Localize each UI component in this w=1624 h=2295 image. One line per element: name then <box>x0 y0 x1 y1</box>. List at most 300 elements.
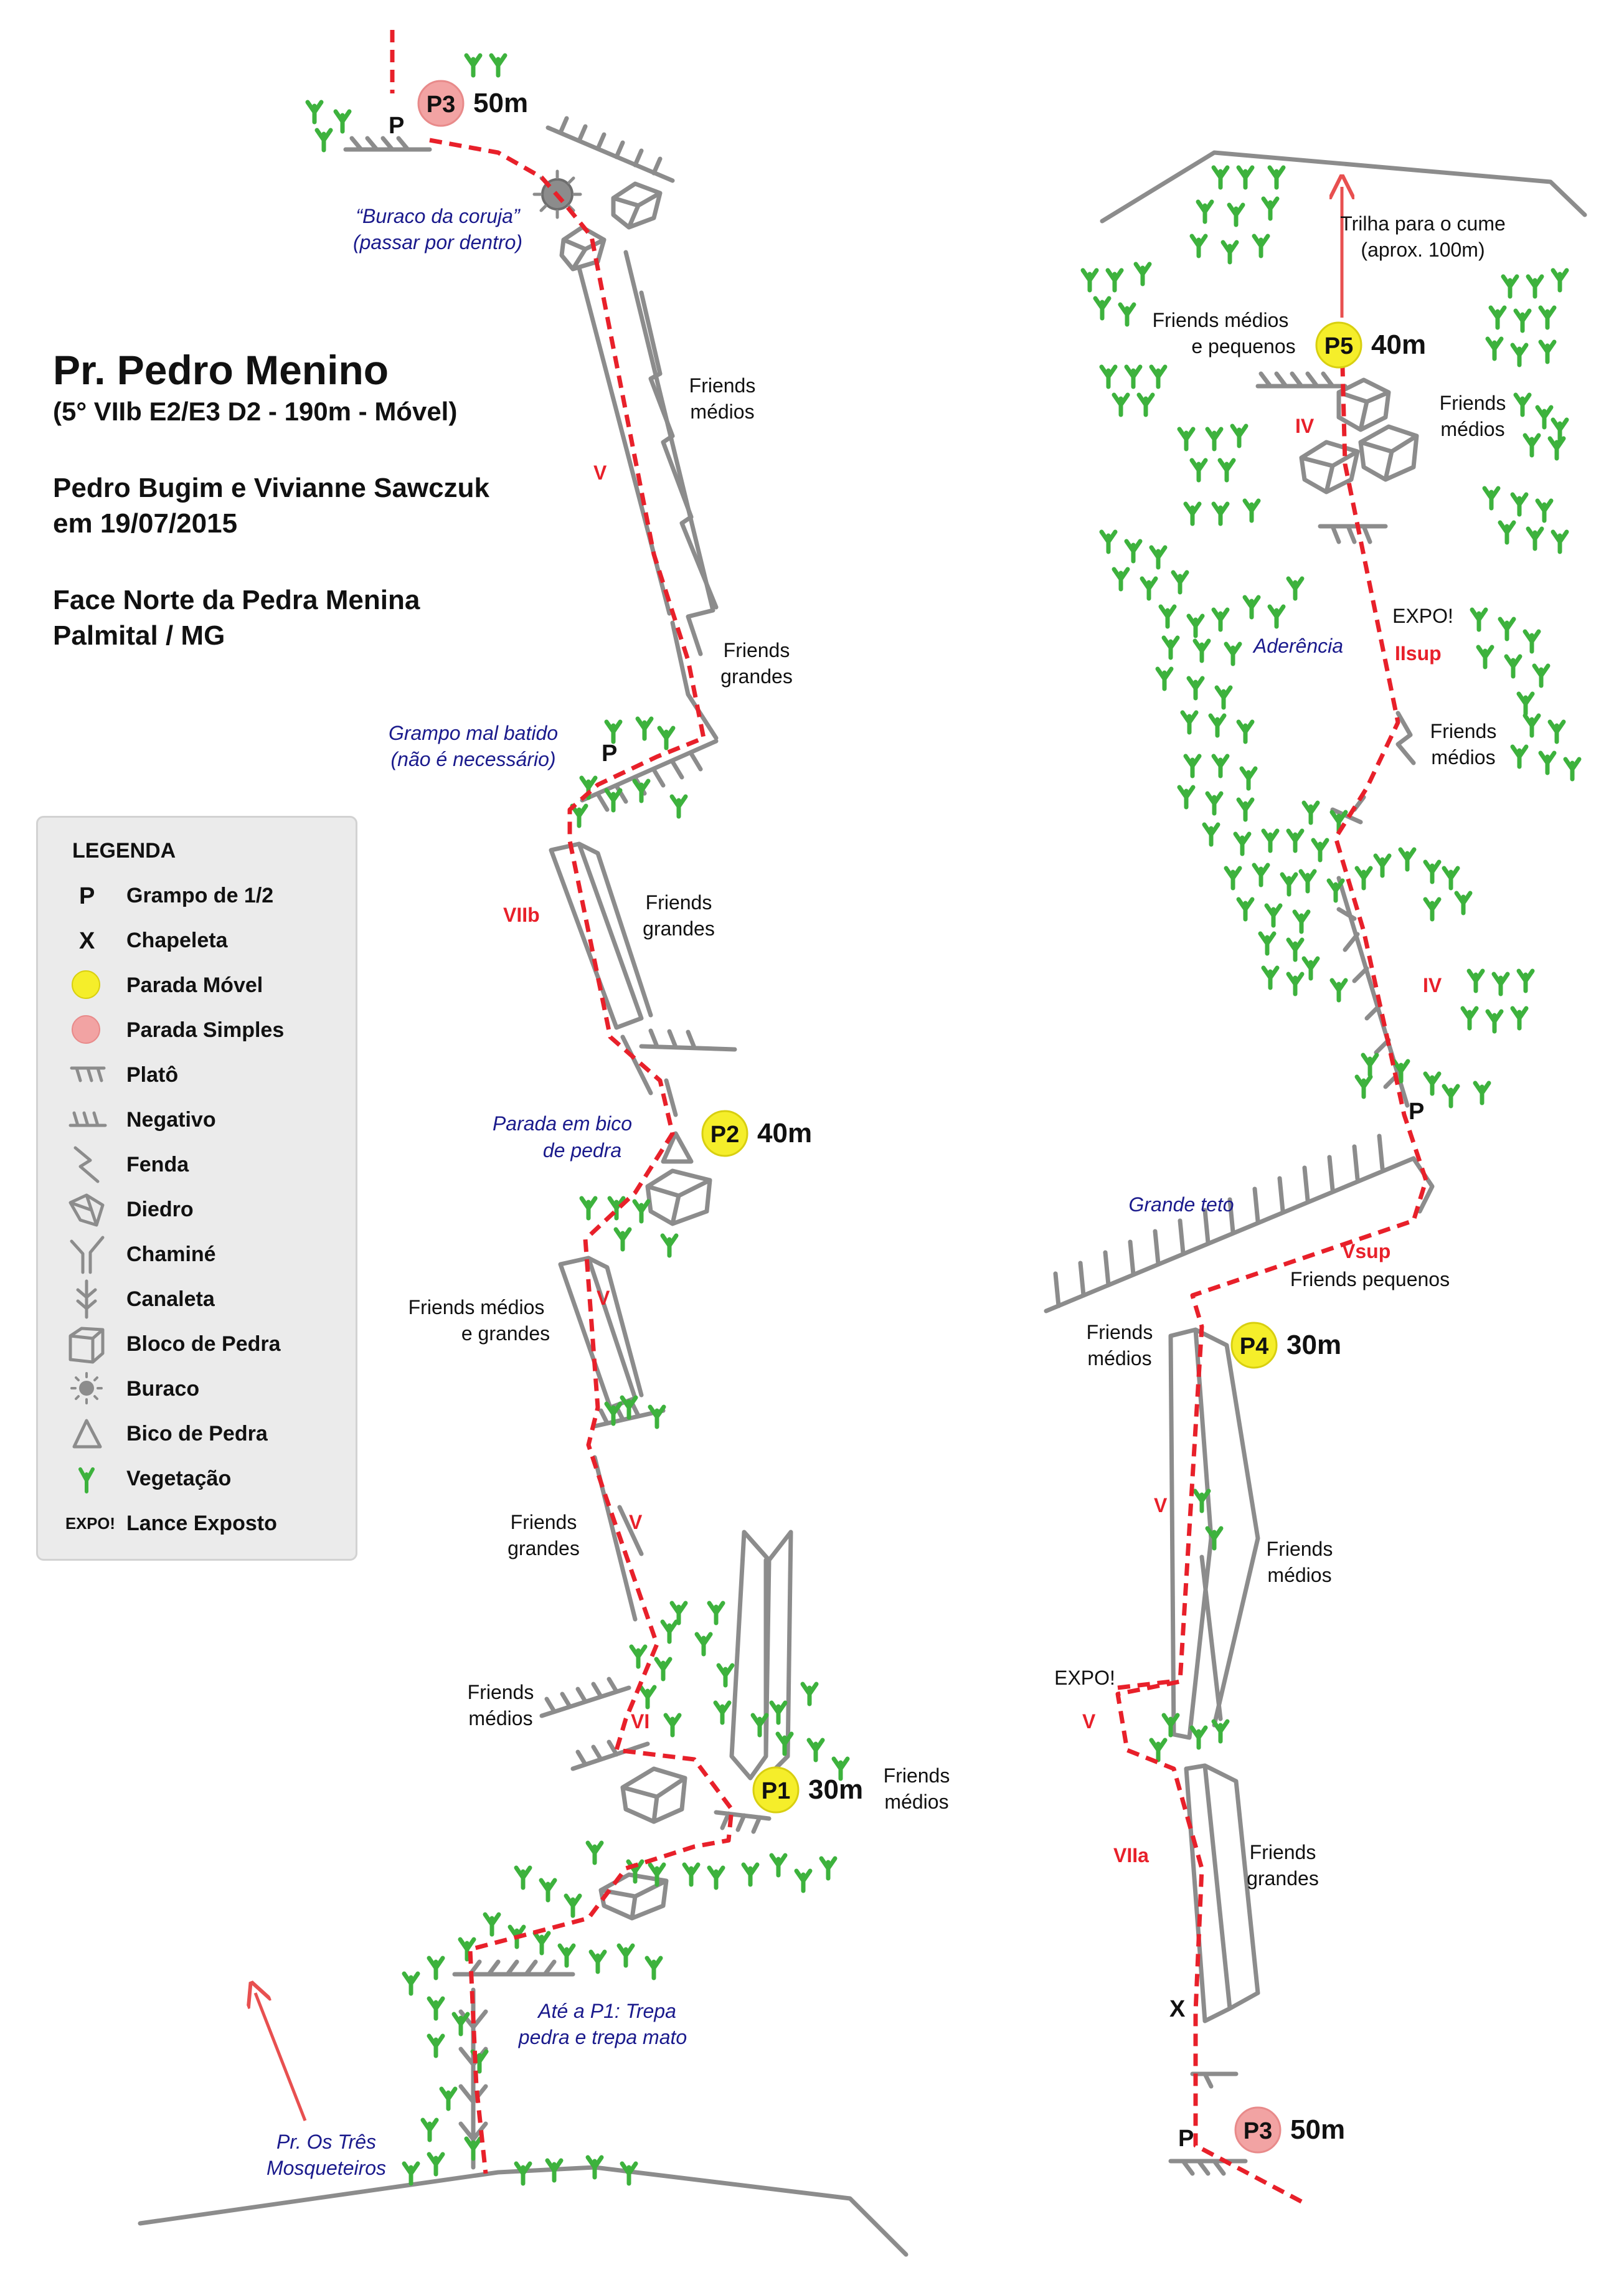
hole-icon <box>65 1366 128 1411</box>
vegetation-sprig-icon <box>635 1201 648 1221</box>
legend-row-horn <box>38 1411 356 1455</box>
note-horn-stop-2: de pedra <box>542 1139 622 1162</box>
vegetation-sprig-icon <box>1525 435 1539 455</box>
vegetation-sprig-icon <box>1444 1086 1458 1106</box>
note-friends-ms-2: e pequenos <box>1191 335 1296 357</box>
crack-icon <box>65 1142 128 1186</box>
station-p1[interactable] <box>753 1767 863 1812</box>
vegetation-sprig-icon <box>336 111 349 131</box>
legend-row-dihedral <box>38 1186 356 1231</box>
legend-label-block: Bloco de Pedra <box>126 1332 281 1356</box>
grade-viia: VIIa <box>1113 1844 1149 1867</box>
station-p4[interactable] <box>1232 1323 1341 1368</box>
grade-iisup: IIsup <box>1395 642 1442 665</box>
vegetation-sprig-icon <box>1267 906 1280 925</box>
station-p2-length: 40m <box>757 1118 813 1148</box>
vegetation-sprig-icon <box>1525 716 1539 736</box>
vegetation-sprig-icon <box>1189 616 1202 636</box>
vegetation-sprig-icon <box>744 1865 757 1885</box>
note-owl-hole: “Buraco da coruja” <box>356 205 520 227</box>
note-neighbour-2: Mosqueteiros <box>266 2157 387 2179</box>
vegetation-sprig-icon <box>1313 840 1327 860</box>
vegetation-sprig-icon <box>1550 438 1564 458</box>
vegetation-sprig-icon <box>809 1740 823 1760</box>
vegetation-sprig-icon <box>1239 800 1252 820</box>
vegetation-sprig-icon <box>1288 974 1302 994</box>
vegetation-sprig-icon <box>1220 460 1234 480</box>
vegetation-sprig-icon <box>1164 638 1178 658</box>
plateau-p1 <box>716 1812 769 1832</box>
grade-iv-low: IV <box>1423 974 1442 996</box>
note-friends-medium-5: Friends <box>1430 720 1497 742</box>
station-p3-bottom-length: 50m <box>1290 2114 1346 2145</box>
vegetation-sprig-icon <box>1151 547 1165 567</box>
note-friends-medium-6: Friends <box>1086 1321 1153 1343</box>
bolt-letter-icon <box>65 917 128 962</box>
vegetation-sprig-icon <box>1263 968 1277 988</box>
note-slab: Aderência <box>1253 635 1344 657</box>
vegetation-sprig-icon <box>821 1858 835 1878</box>
overhang-p1 <box>542 1679 629 1716</box>
vegetation-sprig-icon <box>491 55 505 75</box>
vegetation-sprig-icon <box>317 130 331 150</box>
vegetation-sprig-icon <box>1102 532 1115 552</box>
vegetation-sprig-icon <box>1270 168 1283 187</box>
note-friends-medium-3: Friends <box>883 1764 950 1787</box>
vegetation-sprig-icon <box>772 1855 785 1875</box>
note-summit: Trilha para o cume <box>1340 212 1506 235</box>
vegetation-sprig-icon <box>1541 753 1554 773</box>
grade-iv-top: IV <box>1295 415 1315 437</box>
note-friends-ms: Friends médios <box>1152 309 1289 331</box>
legend-row-mobile-stop <box>38 962 356 1007</box>
legend-label-dihedral: Diedro <box>126 1198 194 1221</box>
vegetation-sprig-icon <box>663 1622 676 1642</box>
vegetation-sprig-icon <box>1463 1008 1476 1028</box>
vegetation-sprig-icon <box>1519 694 1532 714</box>
vegetation-sprig-icon <box>1516 311 1529 331</box>
note-friends-large-4: Friends <box>1249 1841 1316 1863</box>
vegetation-sprig-icon <box>1400 849 1414 869</box>
vegetation-sprig-icon <box>1108 270 1121 290</box>
note-approach-2: pedra e trepa mato <box>518 2026 687 2048</box>
vegetation-sprig-icon <box>715 1703 729 1723</box>
route-location: Palmital / MG <box>53 620 225 651</box>
vegetation-sprig-icon <box>1541 308 1554 328</box>
vegetation-sprig-icon <box>666 1715 679 1735</box>
grade-viib: VIIb <box>503 904 540 926</box>
vegetation-sprig-icon <box>1376 856 1389 876</box>
vegetation-sprig-icon <box>1425 899 1439 919</box>
legend-row-piton <box>38 873 356 917</box>
vegetation-sprig-icon <box>1301 871 1315 891</box>
vegetation-sprig-icon <box>1565 759 1579 779</box>
vegetation-sprig-icon <box>1363 1055 1377 1075</box>
grade-v-lower: V <box>597 1287 610 1309</box>
grade-v-expo: V <box>1082 1710 1096 1733</box>
vegetation-sprig-icon <box>1207 429 1221 449</box>
vegetation-sprig-icon <box>1239 899 1252 919</box>
vegetation-sprig-icon <box>1537 501 1551 521</box>
vegetation-sprig-icon <box>1161 607 1174 627</box>
vegetation-sprig-icon <box>1525 632 1539 651</box>
route-title: Pr. Pedro Menino <box>53 347 389 393</box>
plateau-p3-bottom <box>1171 2161 1245 2174</box>
legend-row-simple-stop <box>38 1007 356 1052</box>
svg-text:EXPO!: EXPO! <box>65 1514 115 1533</box>
vegetation-sprig-icon <box>1114 569 1128 589</box>
grade-vsup: Vsup <box>1342 1240 1391 1262</box>
note-neighbour: Pr. Os Três <box>276 2131 376 2153</box>
pink-circle-icon <box>65 1007 128 1052</box>
station-p3-bottom-label: P3 <box>1243 2118 1273 2144</box>
expo-icon <box>65 1500 128 1545</box>
vegetation-sprig-icon <box>560 1946 574 1966</box>
vegetation-sprig-icon <box>1095 298 1109 318</box>
station-p3-bottom[interactable] <box>1235 2108 1345 2152</box>
vegetation-sprig-icon <box>441 2089 455 2109</box>
note-friends-medium-2: Friends <box>467 1681 534 1703</box>
plateau-p5 <box>1258 374 1345 386</box>
piton-marker-mid: P <box>602 741 618 767</box>
vegetation-sprig-icon <box>1537 407 1551 427</box>
vegetation-sprig-icon <box>1126 367 1140 387</box>
note-expo-upper: EXPO! <box>1392 605 1453 627</box>
station-p4-label: P4 <box>1239 1333 1269 1360</box>
vegetation-icon <box>65 1455 128 1500</box>
plateau-p5-low <box>1320 526 1386 542</box>
vegetation-sprig-icon <box>1485 488 1498 508</box>
vegetation-sprig-icon <box>1192 460 1206 480</box>
vegetation-sprig-icon <box>1357 868 1371 888</box>
vegetation-sprig-icon <box>1528 529 1542 549</box>
station-p3-top[interactable] <box>418 81 528 126</box>
vegetation-sprig-icon <box>1242 769 1255 788</box>
vegetation-sprig-icon <box>619 1946 633 1966</box>
vegetation-sprig-icon <box>1189 678 1202 698</box>
vegetation-sprig-icon <box>591 1952 605 1972</box>
overhang-icon <box>65 1097 128 1142</box>
vegetation-sprig-icon <box>1126 541 1140 561</box>
note-friends-medium-3b: médios <box>884 1791 949 1813</box>
legend-label-bolt: Chapeleta <box>126 929 228 952</box>
vegetation-sprig-icon <box>1151 1740 1165 1760</box>
vegetation-sprig-icon <box>516 1868 530 1888</box>
vegetation-sprig-icon <box>672 1603 686 1623</box>
vegetation-sprig-icon <box>1475 1083 1489 1103</box>
note-friends-medium-4b: médios <box>1440 418 1505 440</box>
vegetation-sprig-icon <box>638 719 651 739</box>
vegetation-sprig-icon <box>466 2139 480 2159</box>
vegetation-sprig-icon <box>1513 494 1526 514</box>
legend-label-plateau: Platô <box>126 1063 179 1087</box>
vegetation-sprig-icon <box>1304 803 1318 823</box>
vegetation-sprig-icon <box>1288 831 1302 851</box>
vegetation-sprig-icon <box>566 1896 580 1916</box>
vegetation-sprig-icon <box>429 2154 443 2174</box>
route-grade: (5° VIIb E2/E3 D2 - 190m - Móvel) <box>53 397 458 426</box>
station-p5[interactable] <box>1316 323 1426 367</box>
vegetation-sprig-icon <box>1516 395 1529 415</box>
vegetation-sprig-icon <box>697 1634 710 1654</box>
vegetation-sprig-icon <box>1204 825 1218 845</box>
crack-friends-medios-right <box>1398 713 1414 763</box>
grade-v-upper: V <box>1154 1494 1168 1517</box>
vegetation-sprig-icon <box>1332 980 1346 1000</box>
vegetation-sprig-icon <box>404 2164 418 2184</box>
note-friends-large-3b: grandes <box>507 1537 580 1559</box>
vegetation-sprig-icon <box>1139 395 1153 415</box>
vegetation-sprig-icon <box>616 1229 630 1249</box>
vegetation-sprig-icon <box>635 781 648 801</box>
vegetation-sprig-icon <box>1500 619 1514 639</box>
vegetation-sprig-icon <box>1198 202 1212 222</box>
legend-label-hole: Buraco <box>126 1377 200 1401</box>
note-approach: Até a P1: Trepa <box>538 2000 676 2022</box>
vegetation-sprig-icon <box>1444 868 1458 888</box>
vegetation-sprig-icon <box>1295 912 1308 932</box>
vegetation-sprig-icon <box>1192 236 1206 256</box>
vegetation-sprig-icon <box>1469 971 1483 991</box>
note-friends-large-4b: grandes <box>1247 1867 1319 1890</box>
note-bad-bolt: Grampo mal batido <box>388 722 559 744</box>
legend-row-vegetation <box>38 1455 356 1500</box>
vegetation-sprig-icon <box>429 1999 443 2018</box>
svg-text:P: P <box>79 883 95 909</box>
vegetation-sprig-icon <box>672 797 686 816</box>
piton-marker-right: P <box>1409 1099 1425 1125</box>
note-friends-medium-4: Friends <box>1439 392 1506 414</box>
vegetation-sprig-icon <box>1513 747 1526 767</box>
legend-label-chimney: Chaminé <box>126 1242 216 1266</box>
plateau-viib-bottom <box>641 1031 735 1049</box>
legend-row-hole <box>38 1366 356 1411</box>
vegetation-sprig-icon <box>607 790 620 810</box>
vegetation-sprig-icon <box>1456 893 1470 913</box>
note-friends-large-1: Friends <box>723 639 790 661</box>
vegetation-sprig-icon <box>1232 426 1246 446</box>
vegetation-sprig-icon <box>1179 429 1193 449</box>
station-p1-label: P1 <box>761 1778 791 1804</box>
vegetation-sprig-icon <box>541 1880 555 1900</box>
vegetation-sprig-icon <box>641 1687 654 1707</box>
block-icon <box>65 1321 128 1366</box>
vegetation-sprig-icon <box>647 1958 661 1978</box>
vegetation-sprig-icon <box>582 1198 595 1218</box>
gully-iv <box>1339 878 1407 1105</box>
vegetation-sprig-icon <box>1195 641 1209 661</box>
vegetation-sprig-icon <box>1513 345 1526 365</box>
vegetation-sprig-icon <box>1211 716 1224 736</box>
vegetation-sprig-icon <box>429 2036 443 2056</box>
legend-title: LEGENDA <box>72 839 176 863</box>
vegetation-sprig-icon <box>1214 1721 1227 1741</box>
note-friends-large-2: Friends <box>645 891 712 914</box>
station-p1-length: 30m <box>808 1774 864 1805</box>
vegetation-sprig-icon <box>1472 610 1486 630</box>
vegetation-sprig-icon <box>1254 865 1268 885</box>
vegetation-sprig-icon <box>588 1843 602 1863</box>
note-friends-medium-7b: médios <box>1267 1564 1332 1586</box>
legend-label-vegetation: Vegetação <box>126 1467 232 1490</box>
legend-label-gully: Canaleta <box>126 1287 215 1311</box>
vegetation-sprig-icon <box>1425 1074 1439 1094</box>
block-owl-right <box>613 184 660 227</box>
vegetation-sprig-icon <box>684 1865 698 1885</box>
vegetation-sprig-icon <box>1214 610 1227 630</box>
vegetation-sprig-icon <box>1179 787 1193 807</box>
grade-vi: VI <box>631 1710 650 1733</box>
vegetation-sprig-icon <box>1214 756 1227 776</box>
vegetation-sprig-icon <box>631 1647 645 1667</box>
legend-row-expo <box>38 1500 356 1545</box>
vegetation-sprig-icon <box>1288 940 1302 960</box>
vegetation-sprig-icon <box>1534 666 1548 686</box>
vegetation-sprig-icon <box>607 722 620 742</box>
legend-label-crack: Fenda <box>126 1153 189 1176</box>
route-right-p4-link <box>1118 1682 1171 1688</box>
vegetation-sprig-icon <box>1357 1077 1371 1097</box>
note-friends-medium-6b: médios <box>1087 1347 1152 1370</box>
vegetation-sprig-icon <box>404 1974 418 1994</box>
note-bad-bolt-2: (não é necessário) <box>390 748 556 770</box>
block-p1 <box>623 1769 685 1822</box>
note-friends-medium-1: Friends <box>689 374 756 397</box>
route-face: Face Norte da Pedra Menina <box>53 585 420 615</box>
vegetation-sprig-icon <box>1142 579 1156 599</box>
vegetation-sprig-icon <box>1151 367 1165 387</box>
vegetation-sprig-icon <box>656 1659 670 1679</box>
vegetation-sprig-icon <box>485 1914 499 1934</box>
note-friends-medium-1b: médios <box>690 400 755 423</box>
route-authors: Pedro Bugim e Vivianne Sawczuk <box>53 473 489 503</box>
overhang-owl <box>548 118 673 181</box>
vegetation-sprig-icon <box>308 102 321 122</box>
note-expo-lower: EXPO! <box>1054 1667 1115 1689</box>
legend-row-gully <box>38 1276 356 1321</box>
legend-row-bolt <box>38 917 356 962</box>
vegetation-sprig-icon <box>1263 831 1277 851</box>
dihedral-v-lower <box>560 1258 641 1408</box>
overhang-p1-2 <box>573 1742 648 1769</box>
vegetation-sprig-icon <box>1550 722 1564 742</box>
route-date: em 19/07/2015 <box>53 508 238 539</box>
vegetation-sprig-icon <box>1217 688 1230 707</box>
piton-marker-top: P <box>389 113 405 139</box>
vegetation-sprig-icon <box>1186 504 1199 524</box>
piton-letter-icon <box>65 873 128 917</box>
vegetation-sprig-icon <box>1513 1008 1526 1028</box>
vegetation-sprig-icon <box>516 2164 530 2184</box>
vegetation-sprig-icon <box>1503 277 1517 296</box>
note-horn-stop: Parada em bico <box>492 1112 633 1135</box>
station-p4-length: 30m <box>1286 1330 1342 1360</box>
vegetation-sprig-icon <box>1491 308 1504 328</box>
vegetation-sprig-icon <box>1254 236 1268 256</box>
legend-label-simple-stop: Parada Simples <box>126 1018 285 1042</box>
vegetation-sprig-icon <box>1500 523 1514 542</box>
arrow-neighbour-route <box>255 1993 305 2121</box>
vegetation-sprig-icon <box>1553 532 1567 552</box>
legend-row-block <box>38 1321 356 1366</box>
legend-row-plateau <box>38 1052 356 1097</box>
vegetation-sprig-icon <box>1186 756 1199 776</box>
plateau-icon <box>65 1052 128 1097</box>
vegetation-sprig-icon <box>1158 669 1171 689</box>
vegetation-sprig-icon <box>1282 874 1296 894</box>
vegetation-sprig-icon <box>1183 712 1196 732</box>
vegetation-sprig-icon <box>572 806 586 826</box>
block-p5-b <box>1361 427 1417 480</box>
station-p2-label: P2 <box>710 1122 740 1148</box>
note-friends-medium-2b: médios <box>468 1707 533 1730</box>
vegetation-sprig-icon <box>1226 868 1240 888</box>
vegetation-sprig-icon <box>1239 722 1252 742</box>
vegetation-sprig-icon <box>659 728 673 748</box>
vegetation-sprig-icon <box>1214 504 1227 524</box>
vegetation-sprig-icon <box>535 1933 549 1953</box>
vegetation-sprig-icon <box>1425 862 1439 882</box>
crack-v-right-col <box>1202 1557 1220 1719</box>
vegetation-sprig-icon <box>423 2120 437 2140</box>
note-friends-small: Friends pequenos <box>1290 1268 1450 1290</box>
note-friends-mixed: Friends médios <box>408 1296 545 1318</box>
vegetation-sprig-icon <box>1506 656 1520 676</box>
vegetation-sprig-icon <box>709 1603 723 1623</box>
vegetation-sprig-icon <box>1229 205 1243 225</box>
vegetation-sprig-icon <box>1488 339 1501 359</box>
note-big-roof: Grande teto <box>1128 1193 1234 1216</box>
station-p2[interactable] <box>702 1111 812 1156</box>
vegetation-sprig-icon <box>1270 607 1283 627</box>
rock-horn-icon <box>65 1411 128 1455</box>
station-p3-top-length: 50m <box>473 88 529 118</box>
legend-label-overhang: Negativo <box>126 1108 216 1132</box>
note-friends-medium-7: Friends <box>1266 1538 1333 1560</box>
vegetation-sprig-icon <box>1528 277 1542 296</box>
vegetation-sprig-icon <box>1223 242 1237 262</box>
vegetation-sprig-icon <box>1207 793 1221 813</box>
vegetation-sprig-icon <box>1488 1011 1501 1031</box>
vegetation-sprig-icon <box>1541 342 1554 362</box>
bolt-marker-x: X <box>1169 1996 1186 2022</box>
vegetation-sprig-icon <box>1245 597 1258 617</box>
svg-text:X: X <box>79 928 95 954</box>
note-summit-2: (aprox. 100m) <box>1361 239 1485 261</box>
vegetation-sprig-icon <box>1288 579 1302 599</box>
vegetation-sprig-icon <box>1214 168 1227 187</box>
grade-p1-pitch: V <box>593 461 607 484</box>
station-p5-length: 40m <box>1371 329 1427 360</box>
vegetation-sprig-icon <box>1304 958 1318 978</box>
plateau-x <box>1192 2074 1236 2086</box>
legend-row-crack <box>38 1142 356 1186</box>
vegetation-sprig-icon <box>796 1871 810 1891</box>
note-friends-mixed-2: e grandes <box>461 1322 550 1345</box>
vegetation-sprig-icon <box>1192 1728 1206 1748</box>
vegetation-sprig-icon <box>1173 572 1187 592</box>
vegetation-sprig-icon <box>1260 934 1274 953</box>
vegetation-sprig-icon <box>1553 270 1567 290</box>
grade-v-p1: V <box>629 1511 643 1533</box>
legend-label-piton: Grampo de 1/2 <box>126 884 274 907</box>
vegetation-sprig-icon <box>1519 971 1532 991</box>
note-owl-hole-2: (passar por dentro) <box>352 231 523 253</box>
yellow-circle-icon <box>65 962 128 1007</box>
station-p5-label: P5 <box>1324 333 1354 359</box>
piton-marker-p3-bottom: P <box>1178 2126 1194 2152</box>
crack-friends-medio <box>641 293 716 607</box>
